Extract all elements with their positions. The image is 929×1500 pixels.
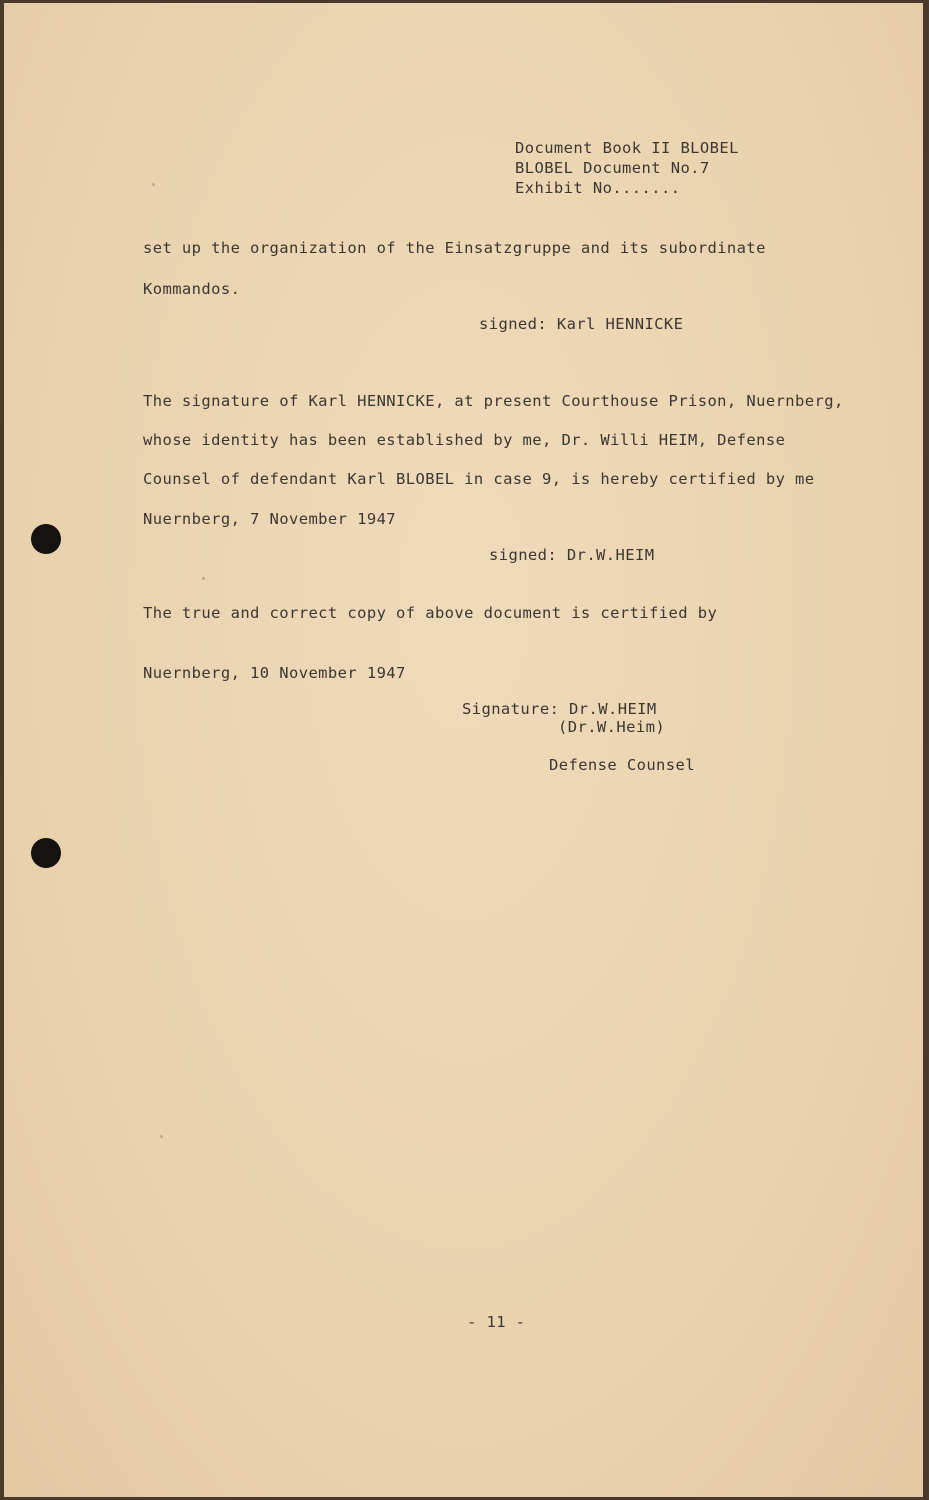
paper-speck xyxy=(202,577,205,580)
certification-line-2: whose identity has been established by me, Dr. Willi HEIM, Defense xyxy=(143,431,786,449)
affidavit-text-line-1: set up the organization of the Einsatzgruppe and its subordinate xyxy=(143,239,766,257)
page-number: - 11 - xyxy=(467,1313,526,1331)
certification-line-3: Counsel of defendant Karl BLOBEL in case 9, is hereby certified by me xyxy=(143,470,815,488)
signature-printed-name: (Dr.W.Heim) xyxy=(558,718,666,736)
place-and-date: Nuernberg, 10 November 1947 xyxy=(143,664,406,682)
signature-title: Defense Counsel xyxy=(549,756,695,774)
affidavit-text-line-2: Kommandos. xyxy=(143,280,241,298)
certification-line-4: Nuernberg, 7 November 1947 xyxy=(143,510,397,528)
header-document-number: BLOBEL Document No.7 xyxy=(515,159,710,177)
true-copy-statement: The true and correct copy of above document is certified by xyxy=(143,604,718,622)
header-document-book: Document Book II BLOBEL xyxy=(515,139,739,157)
signed-hennicke: signed: Karl HENNICKE xyxy=(479,315,684,333)
signature-line: Signature: Dr.W.HEIM xyxy=(462,700,657,718)
punch-hole-bottom xyxy=(31,838,61,868)
paper-speck xyxy=(160,1135,163,1138)
signed-heim: signed: Dr.W.HEIM xyxy=(489,546,655,564)
document-page xyxy=(4,3,923,1497)
header-exhibit-number: Exhibit No....... xyxy=(515,179,681,197)
certification-line-1: The signature of Karl HENNICKE, at present Courthouse Prison, Nuernberg, xyxy=(143,392,844,410)
punch-hole-top xyxy=(31,524,61,554)
paper-speck xyxy=(152,183,155,186)
